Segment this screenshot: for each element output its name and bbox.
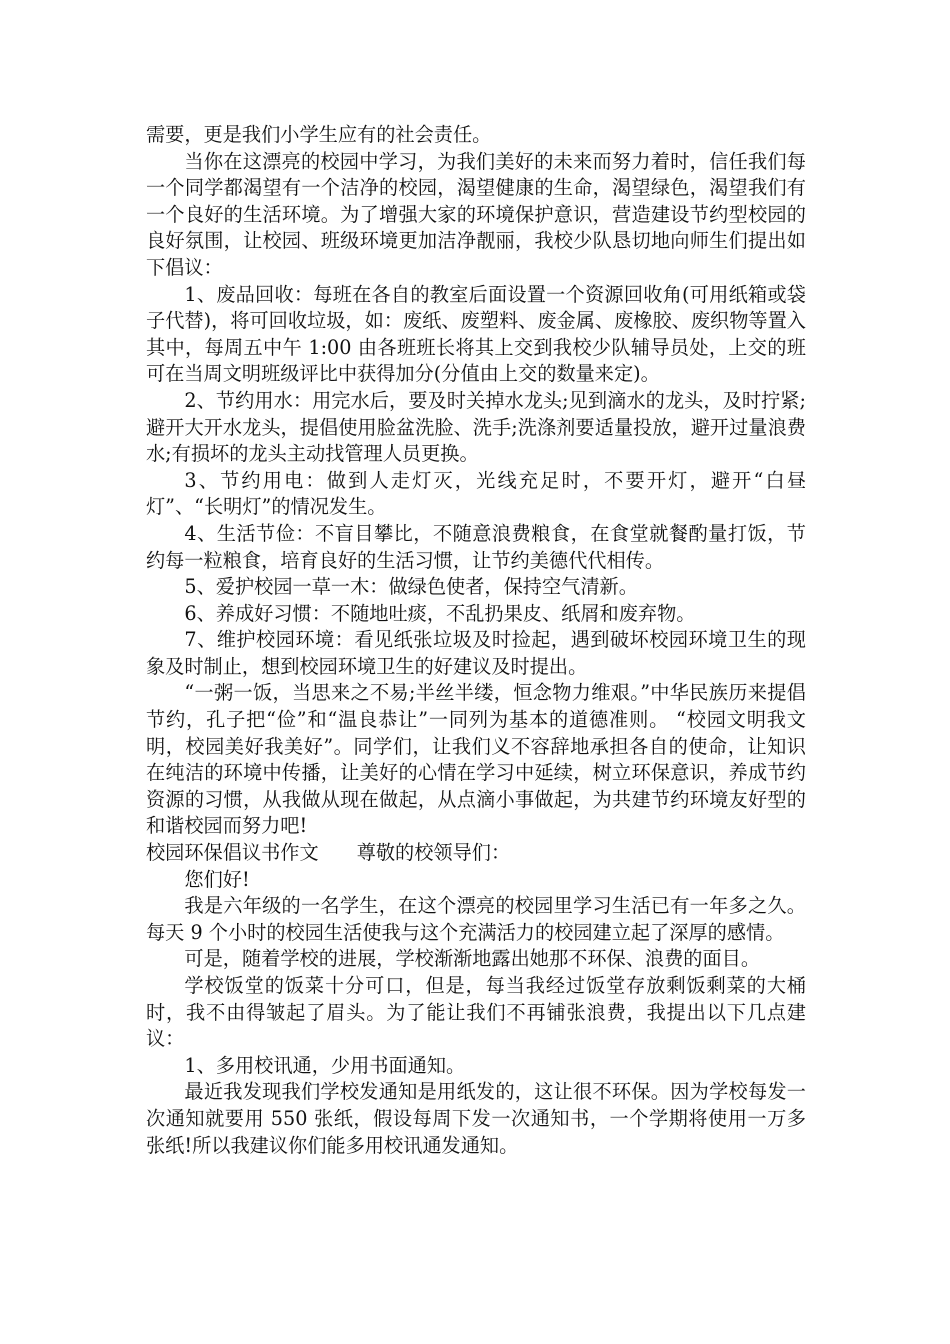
salutation: 尊敬的校领导们： [356,841,511,865]
paragraph: 2、节约用水：用完水后，要及时关掉水龙头;见到滴水的龙头，及时拧紧;避开大开水龙头，提倡使用脸盆洗脸、洗手;洗涤剂要适量投放，避开过量浪费水;有损坏的龙头主动找管理人员更换。 [146,388,806,466]
paragraph: 最近我发现我们学校发通知是用纸发的，这让很不环保。因为学校每发一次通知就要用 550 张纸，假设每周下发一次通知书，一个学期将使用一万多张纸!所以我建议你们能多用校讯通发通知。 [146,1080,806,1157]
paragraph: 1、废品回收：每班在各自的教室后面设置一个资源回收角(可用纸箱或袋子代替)，将可回收垃圾，如：废纸、废塑料、废金属、废橡胶、废织物等置入其中，每周五中午 1:00 由各班班长将其上交到我校少队辅导员处，上交的班可在当周文明班级评比中获得加分(分值由上交的数量来定)。 [146,282,806,386]
paragraph: 可是，随着学校的进展，学校渐渐地露出她那不环保、浪费的面目。 [184,947,761,971]
paragraph: 3、节约用电：做到人走灯灭，光线充足时，不要开灯，避开“白昼灯”、“长明灯”的情况发生。 [146,468,806,519]
paragraph: 5、爱护校园一草一木：做绿色使者，保持空气清新。 [184,575,638,599]
paragraph: “一粥一饭，当思来之不易;半丝半缕，恒念物力维艰。”中华民族历来提倡节约，孔子把“俭”和“温良恭让”一同列为基本的道德准则。 “校园文明我文明，校园美好我美好”。同学们，让我们义不容辞地承担各自的使命，让知识在纯洁的环境中传播，让美好的心情在学习中延续，树立环保意识，养成节约资源的习惯，从我做从现在做起，从点滴小事做起，为共建节约环境友好型的和谐校园而努力吧! [146,681,806,838]
letter-section [146,867,806,1160]
paragraph: 6、养成好习惯：不随地吐痰，不乱扔果皮、纸屑和废弃物。 [184,601,696,625]
paragraph: 需要，更是我们小学生应有的社会责任。 [146,123,492,146]
paragraph: 学校饭堂的饭菜十分可口，但是，每当我经过饭堂存放剩饭剩菜的大桶时，我不由得皱起了眉头。为了能让我们不再铺张浪费，我提出以下几点建议： [146,974,806,1051]
paragraph: 1、多用校讯通，少用书面通知。 [184,1053,466,1077]
letter-heading [146,840,806,867]
paragraph: 4、生活节俭：不盲目攀比，不随意浪费粮食，在食堂就餐酌量打饭，节约每一粒粮食，培育良好的生活习惯，让节约美德代代相传。 [146,521,806,572]
essay-title: 校园环保倡议书作文 [146,841,319,865]
document-body [146,122,806,1159]
paragraph: 我是六年级的一名学生，在这个漂亮的校园里学习生活已有一年多之久。每天 9 个小时的校园生活使我与这个充满活力的校园建立起了深厚的感情。 [146,894,806,944]
proposal-section [146,122,806,840]
paragraph: 您们好! [184,867,250,891]
paragraph: 当你在这漂亮的校园中学习，为我们美好的未来而努力着时，信任我们每一个同学都渴望有一个洁净的校园，渴望健康的生命，渴望绿色，渴望我们有一个良好的生活环境。为了增强大家的环境保护意识，营造建设节约型校园的良好氛围，让校园、班级环境更加洁净靓丽，我校少队恳切地向师生们提出如下倡议： [146,149,806,279]
paragraph: 7、维护校园环境：看见纸张垃圾及时捡起，遇到破坏校园环境卫生的现象及时制止，想到校园环境卫生的好建议及时提出。 [146,628,806,678]
